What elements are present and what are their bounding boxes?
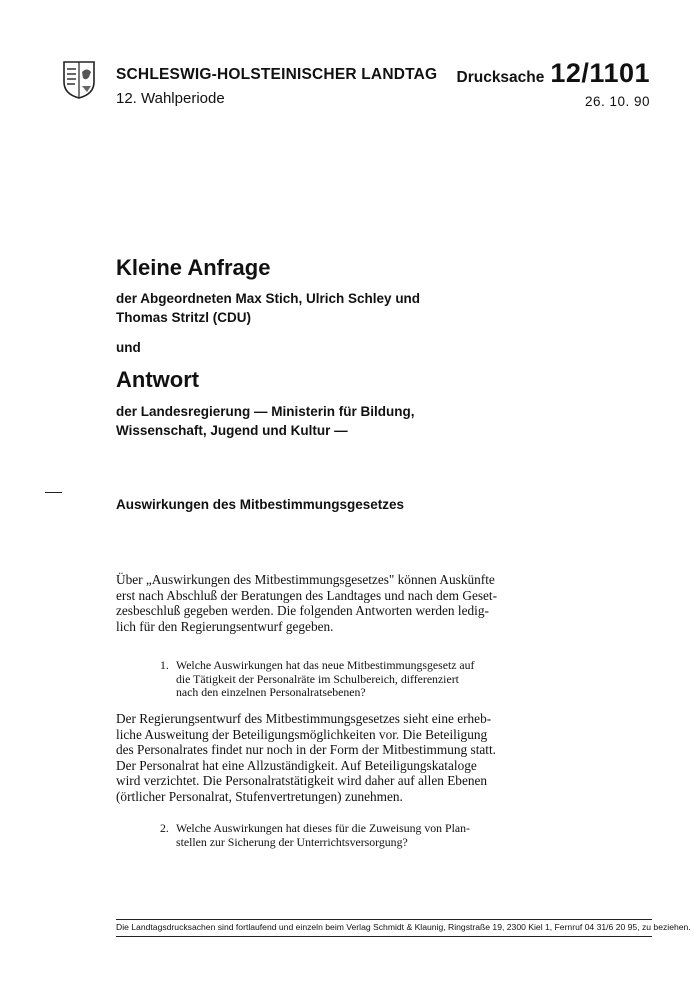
text-line: Über „Auswirkungen des Mitbestimmungsgesetzes" können Auskünfte (116, 572, 495, 587)
text-line: (örtlicher Personalrat, Stufenvertretungen) zunehmen. (116, 788, 403, 804)
text-line: wird verzichtet. Die Personalratstätigkeit wird daher auf allen Ebenen (116, 773, 488, 788)
question-line: nach den einzelnen Personalratsebenen? (176, 685, 366, 699)
document-reference (457, 58, 651, 89)
answer-authors (116, 402, 415, 440)
question-number: 2. (160, 821, 169, 835)
text-line: erst nach Abschluß der Beratungen des Landtages und nach dem Geset- (116, 587, 498, 603)
question-line: Welche Auswirkungen hat dieses für die Zuweisung von Plan- (176, 821, 470, 835)
answer-1-paragraph (116, 711, 496, 804)
inquiry-authors (116, 289, 420, 327)
question-line: Welche Auswirkungen hat das neue Mitbestimmungsgesetz auf (176, 658, 475, 672)
question-1 (160, 659, 475, 700)
footer-note: Die Landtagsdrucksachen sind fortlaufend und einzeln beim Verlag Schmidt & Klaunig, Ringstraße 19, 2300 Kiel 1, Fernruf 04 31/6 20 95, zu beziehen. (116, 922, 691, 932)
answer-authors-line: der Landesregierung — Ministerin für Bildung, (116, 404, 415, 419)
document-number: 12/1101 (550, 58, 650, 88)
and-connector: und (116, 340, 141, 355)
text-line: des Personalrates findet nur noch in der Form der Mitbestimmung statt. (116, 742, 496, 757)
question-line: stellen zur Sicherung der Unterrichtsversorgung? (176, 834, 408, 849)
coat-of-arms-icon (62, 60, 96, 100)
document-label: Drucksache (456, 69, 545, 86)
question-2 (160, 822, 470, 849)
inquiry-authors-line: Thomas Stritzl (CDU) (116, 310, 251, 325)
text-line: Der Regierungsentwurf des Mitbestimmungsgesetzes sieht eine erheb- (116, 711, 492, 726)
answer-heading: Antwort (116, 367, 200, 392)
text-line: liche Ausweitung der Beteiligungsmöglichkeiten vor. Die Beteiligung (116, 726, 488, 742)
answer-authors-line: Wissenschaft, Jugend und Kultur — (116, 423, 348, 438)
text-line: Der Personalrat hat eine Allzuständigkeit. Auf Beteiligungskataloge (116, 757, 477, 773)
inquiry-heading: Kleine Anfrage (116, 255, 271, 280)
intro-paragraph (116, 572, 497, 634)
electoral-period: 12. Wahlperiode (116, 90, 225, 107)
footer-rule (116, 919, 652, 920)
question-line: die Tätigkeit der Personalräte im Schulbereich, differenziert (176, 671, 459, 686)
footer-rule (116, 936, 652, 937)
question-number: 1. (160, 658, 169, 672)
inquiry-authors-line: der Abgeordneten Max Stich, Ulrich Schley und (116, 291, 421, 306)
document-date: 26. 10. 90 (584, 94, 650, 109)
topic-heading: Auswirkungen des Mitbestimmungsgesetzes (116, 497, 405, 512)
margin-mark (45, 492, 62, 493)
text-line: zesbeschluß gegeben werden. Die folgenden Antworten werden ledig- (116, 603, 489, 618)
text-line: lich für den Regierungsentwurf gegeben. (116, 618, 334, 634)
parliament-name: SCHLESWIG-HOLSTEINISCHER LANDTAG (116, 66, 438, 83)
